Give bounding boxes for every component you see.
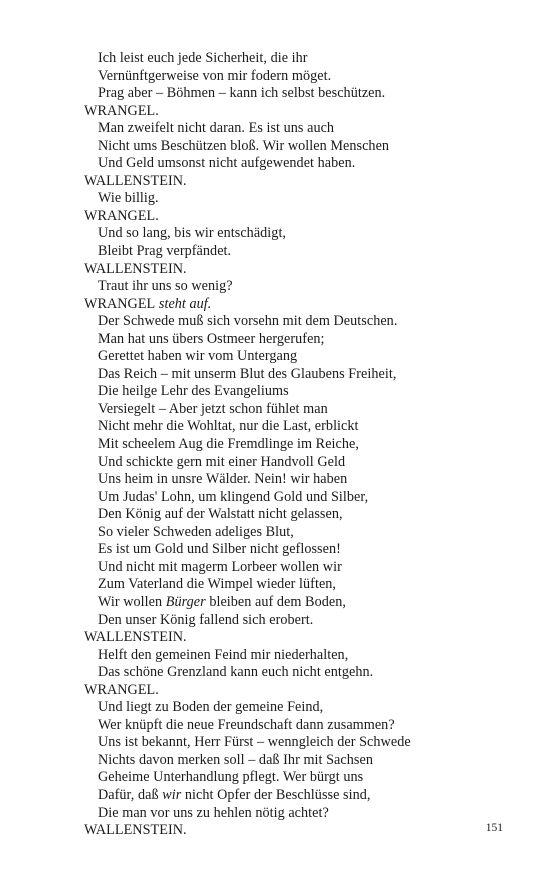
speaker-name (84, 629, 524, 647)
verse-line: Das schöne Grenzland kann euch nicht entgehn. (98, 664, 374, 681)
verse-line: Versiegelt – Aber jetzt schon fühlet man (98, 400, 328, 417)
speaker-label: WRANGEL. (84, 681, 159, 698)
play-text (84, 50, 524, 840)
emphasized-word: wir (162, 786, 182, 803)
verse-fragment: nicht Opfer der Beschlüsse sind, (181, 786, 371, 803)
verse-line: Wie billig. (98, 190, 159, 207)
verse-line: Ich leist euch jede Sicherheit, die ihr (98, 50, 308, 66)
speaker-label: WALLENSTEIN. (84, 172, 187, 189)
verse-line: Den König auf der Walstatt nicht gelassen, (98, 506, 343, 523)
speaker-label: WALLENSTEIN. (84, 629, 187, 646)
verse-line: Nichts davon merken soll – daß Ihr mit Sachsen (98, 751, 373, 768)
verse-line: Gerettet haben wir vom Untergang (98, 348, 298, 365)
verse-line (84, 787, 524, 805)
verse-line: Den unser König fallend sich erobert. (98, 611, 314, 628)
verse-line: Und nicht mit magerm Lorbeer wollen wir (98, 558, 342, 575)
speaker-label: WALLENSTEIN. (84, 822, 187, 839)
verse-line: Vernünftgerweise von mir fodern möget. (98, 67, 332, 84)
speaker-name (84, 296, 524, 314)
verse-line: Die man vor uns zu hehlen nötig achtet? (98, 804, 329, 821)
verse-fragment: Dafür, daß (98, 786, 163, 803)
verse-line: Und schickte gern mit einer Handvoll Geld (98, 453, 346, 470)
verse-line: Es ist um Gold und Silber nicht geflossen! (98, 541, 341, 558)
verse-line: Nicht ums Beschützen bloß. Wir wollen Menschen (98, 137, 390, 154)
verse-line (84, 594, 524, 612)
speaker-name (84, 822, 524, 840)
verse-line: Der Schwede muß sich vorsehn mit dem Deutschen. (98, 313, 398, 330)
verse-line: Bleibt Prag verpfändet. (98, 243, 232, 260)
speaker-name (84, 682, 524, 700)
verse-line: So vieler Schweden adeliges Blut, (98, 523, 294, 540)
speaker-name (84, 208, 524, 226)
verse-line: Und so lang, bis wir entschädigt, (98, 225, 287, 242)
speaker-label: WRANGEL. (84, 102, 159, 119)
speaker-name (84, 261, 524, 279)
verse-line: Und Geld umsonst nicht aufgewendet haben. (98, 155, 356, 172)
verse-line: Geheime Unterhandlung pflegt. Wer bürgt uns (98, 769, 364, 786)
verse-line: Um Judas' Lohn, um klingend Gold und Silber, (98, 488, 369, 505)
verse-line: Die heilge Lehr des Evangeliums (98, 383, 289, 400)
verse-line: Man hat uns übers Ostmeer hergerufen; (98, 330, 325, 347)
verse-line: Uns ist bekannt, Herr Fürst – wenngleich der Schwede (98, 734, 411, 751)
speaker-name (84, 103, 524, 121)
verse-line: Zum Vaterland die Wimpel wieder lüften, (98, 576, 337, 593)
verse-line: Wer knüpft die neue Freundschaft dann zusammen? (98, 716, 395, 733)
speaker-label: WRANGEL. (84, 207, 159, 224)
stage-direction: steht auf. (155, 295, 212, 312)
verse-line: Helft den gemeinen Feind mir niederhalten, (98, 646, 349, 663)
speaker-label: WALLENSTEIN. (84, 260, 187, 277)
verse-line: Nicht mehr die Wohltat, nur die Last, erblickt (98, 418, 359, 435)
verse-fragment: bleiben auf dem Boden, (205, 593, 346, 610)
verse-line: Man zweifelt nicht daran. Es ist uns auch (98, 120, 335, 137)
speaker-name (84, 173, 524, 191)
verse-line: Mit scheelem Aug die Fremdlinge im Reiche, (98, 436, 359, 453)
verse-line: Uns heim in unsre Wälder. Nein! wir haben (98, 471, 348, 488)
verse-fragment: Wir wollen (98, 593, 166, 610)
emphasized-word: Bürger (165, 593, 206, 610)
verse-line: Prag aber – Böhmen – kann ich selbst beschützen. (98, 85, 386, 102)
verse-line: Traut ihr uns so wenig? (98, 278, 233, 295)
speaker-label: WRANGEL (84, 295, 156, 312)
verse-line: Und liegt zu Boden der gemeine Feind, (98, 699, 324, 716)
verse-line: Das Reich – mit unserm Blut des Glaubens Freiheit, (98, 365, 397, 382)
page-number: 151 (485, 822, 503, 834)
